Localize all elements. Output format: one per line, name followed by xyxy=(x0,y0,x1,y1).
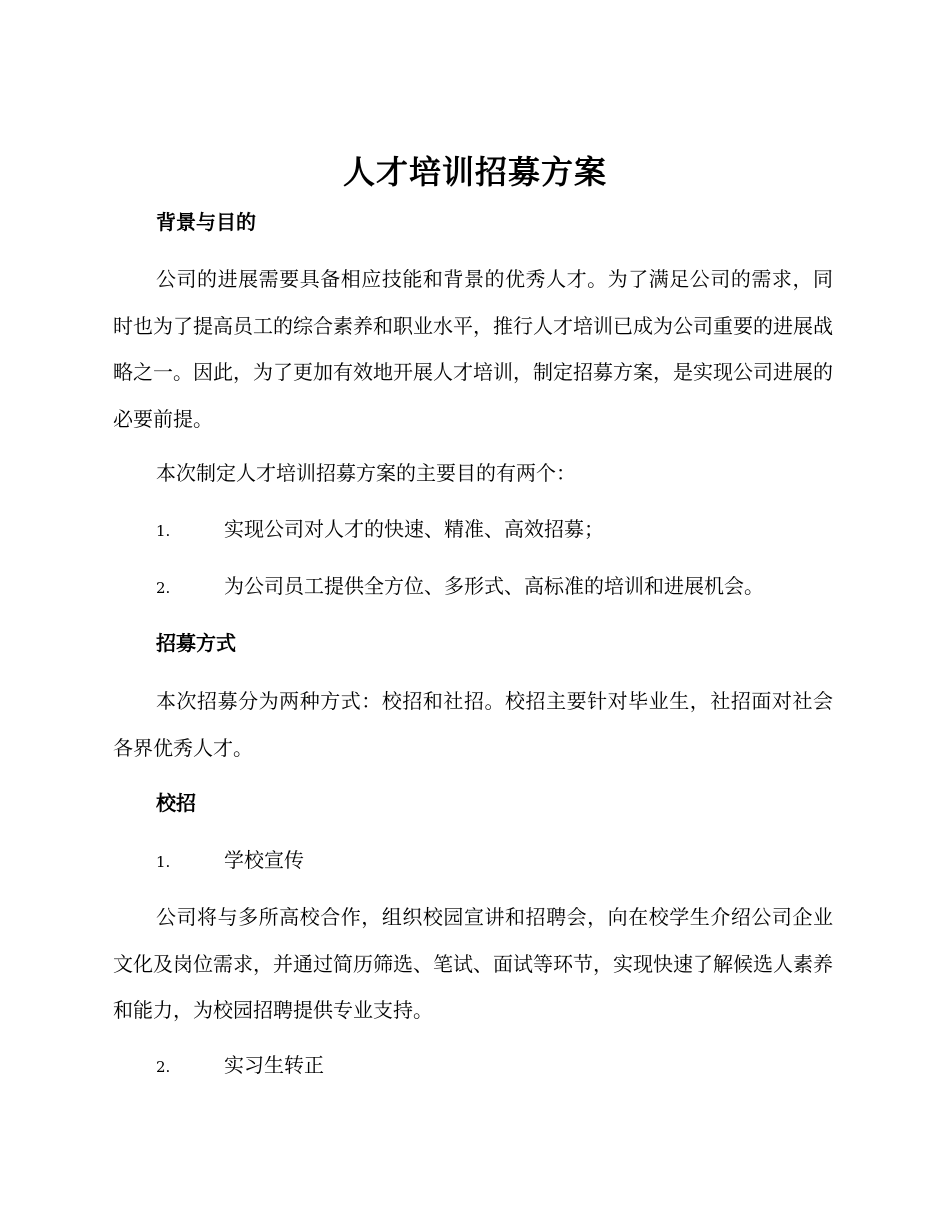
list-item-number: 1. xyxy=(156,853,171,871)
paragraph-recruitment-method: 本次招募分为两种方式：校招和社招。校招主要针对毕业生，社招面对社会各界优秀人才。 xyxy=(113,689,833,760)
list-item xyxy=(156,846,304,876)
list-item-number: 2. xyxy=(156,579,171,597)
list-item-text: 实习生转正 xyxy=(224,1053,324,1077)
section-heading-campus: 校招 xyxy=(156,791,196,815)
paragraph-campus-promotion: 公司将与多所高校合作，组织校园宣讲和招聘会，向在校学生介绍公司企业文化及岗位需求，并通过简历筛选、笔试、面试等环节，实现快速了解候选人素养和能力，为校园招聘提供专业支持。 xyxy=(113,905,833,1022)
list-item xyxy=(156,1051,324,1081)
document-title: 人才培训招募方案 xyxy=(342,153,607,191)
list-item xyxy=(156,515,604,545)
section-heading-background: 背景与目的 xyxy=(156,210,256,234)
section-heading-recruitment-method: 招募方式 xyxy=(156,631,236,655)
list-item-text: 为公司员工提供全方位、多形式、高标准的培训和进展机会。 xyxy=(224,574,764,598)
paragraph-background: 公司的进展需要具备相应技能和背景的优秀人才。为了满足公司的需求，同时也为了提高员工的综合素养和职业水平，推行人才培训已成为公司重要的进展战略之一。因此，为了更加有效地开展人才培训，制定招募方案，是实现公司进展的必要前提。 xyxy=(113,267,833,431)
list-item xyxy=(156,572,764,602)
paragraph-goals-intro: 本次制定人才培训招募方案的主要目的有两个： xyxy=(156,461,576,485)
list-item-text: 学校宣传 xyxy=(224,848,304,872)
list-item-number: 1. xyxy=(156,522,171,540)
list-item-text: 实现公司对人才的快速、精准、高效招募； xyxy=(224,517,604,541)
list-item-number: 2. xyxy=(156,1058,171,1076)
